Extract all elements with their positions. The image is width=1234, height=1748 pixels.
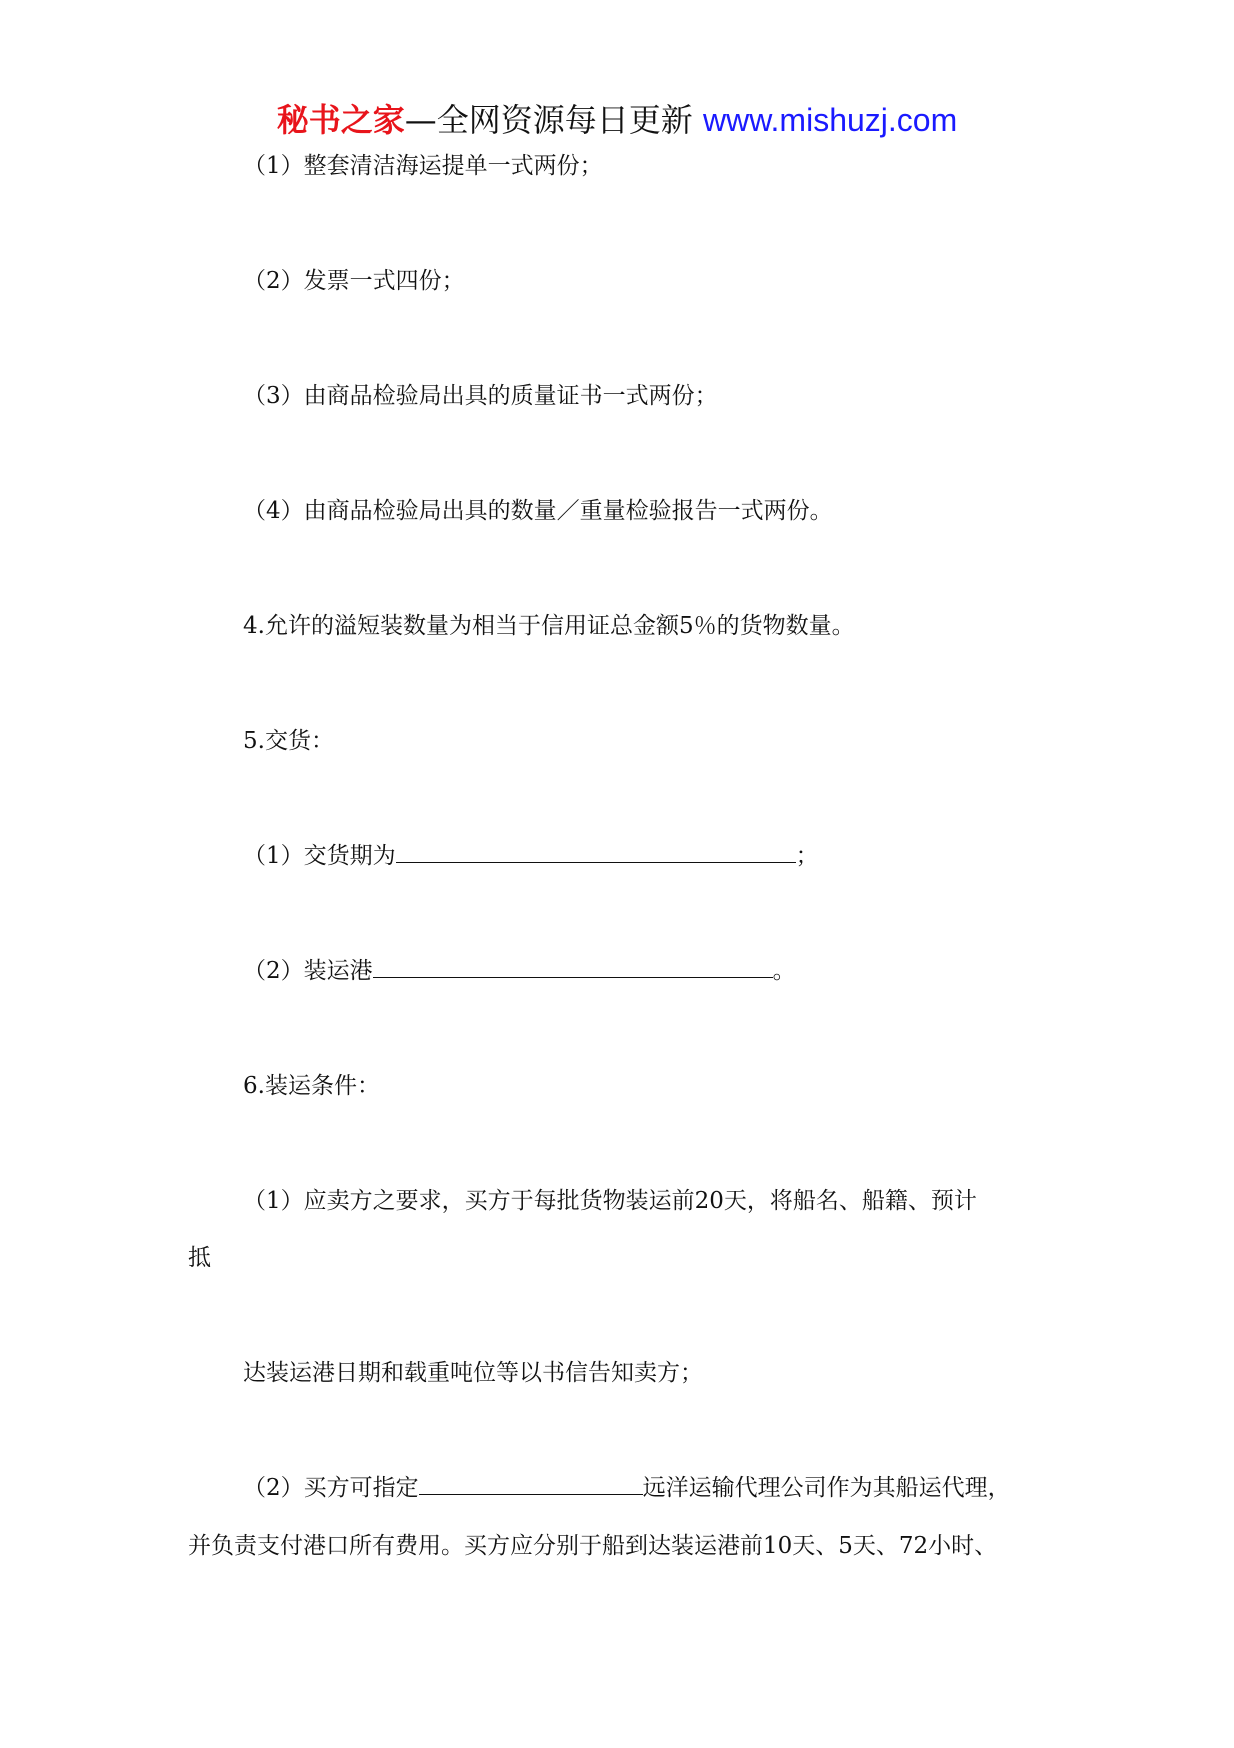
condition-2-after: 远洋运输代理公司作为其船运代理，: [642, 1475, 1011, 1501]
condition-1-line-3: 达装运港日期和载重吨位等以书信告知卖方；: [243, 1360, 703, 1386]
clause-6-title: 6.装运条件：: [243, 1073, 380, 1099]
delivery-period-blank: [396, 840, 796, 863]
condition-1-line-2: 抵: [188, 1245, 211, 1271]
condition-1-line-1: （1）应卖方之要求，买方于每批货物装运前20天，将船名、船籍、预计: [243, 1188, 977, 1214]
loading-port-blank: [373, 955, 773, 978]
doc-item-1: （1）整套清洁海运提单一式两份；: [243, 153, 603, 179]
delivery-period-end: ；: [795, 843, 819, 869]
condition-2-line-2: 并负责支付港口所有费用。买方应分别于船到达装运港前10天、5天、72小时、: [188, 1533, 998, 1559]
brand-name: 秘书之家: [276, 101, 405, 139]
doc-item-2: （2）发票一式四份；: [243, 268, 465, 294]
shipping-agent-blank: [419, 1472, 643, 1495]
site-header: [0, 100, 1234, 140]
loading-port-end: 。: [772, 958, 796, 984]
delivery-period-label: （1）交货期为: [243, 843, 396, 869]
condition-2-line-1: [243, 1472, 1011, 1504]
site-url[interactable]: www.mishuzj.com: [702, 102, 958, 138]
loading-port-label: （2）装运港: [243, 958, 373, 984]
delivery-period-line: [243, 840, 819, 872]
header-slogan: —全网资源每日更新: [404, 101, 693, 139]
doc-item-4: （4）由商品检验局出具的数量／重量检验报告一式两份。: [243, 498, 833, 524]
condition-2-label: （2）买方可指定: [243, 1475, 419, 1501]
clause-4: 4.允许的溢短装数量为相当于信用证总金额5％的货物数量。: [243, 613, 855, 639]
doc-item-3: （3）由商品检验局出具的质量证书一式两份；: [243, 383, 718, 409]
loading-port-line: [243, 955, 796, 987]
clause-5-title: 5.交货：: [243, 728, 334, 754]
